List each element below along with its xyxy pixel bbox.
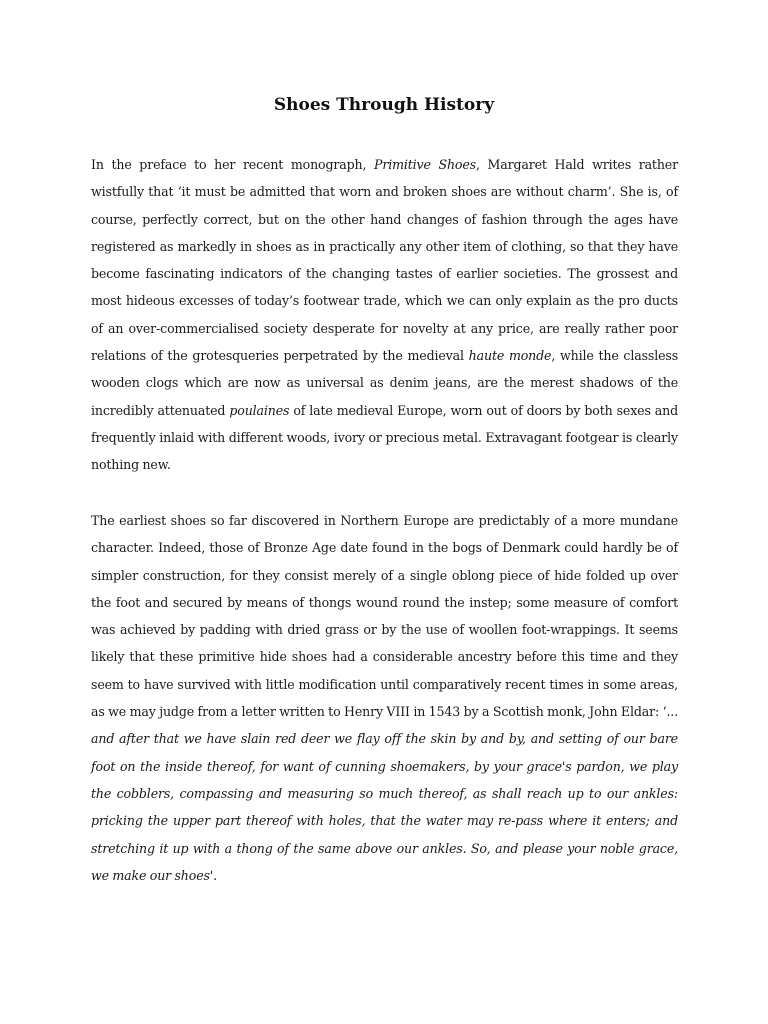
paragraph-1-text-3: , while the classless wooden clogs which are now as universal as denim jeans, are the merest shadows of the incredibly attenuated xyxy=(91,348,679,418)
paragraph-1-text-4: of late medieval Europe, worn out of doors by both sexes and frequently inlaid with different woods, ivory or precious metal. Extravagant footgear is clearly nothing new. xyxy=(91,402,678,473)
page-title: Shoes Through History xyxy=(273,95,495,115)
paragraph-1-text-2: , Margaret Hald writes rather wistfully that ‘it must be admitted that worn and broken shoes are without charm’. She is, of course, perfectly correct, but on the other hand changes of fashion through the ages have registered as markedly in shoes as in practically any other item of clothing, so that they have become fascinating indicators of the changing tastes of earlier societies. The grossest and most hideous excesses of today’s footwear trade, which we can only explain as the pro ducts of an over-commercialised society desperate for novelty at any price, are really rather poor relations of the grotesqueries perpetrated by the medieval xyxy=(91,157,678,364)
paragraph-1-text-1: In the preface to her recent monograph, xyxy=(91,157,375,172)
paragraph-2 xyxy=(91,507,678,889)
eldar-quotation: ... and after that we have slain red deer we flay off the skin by and by, and setting of our bare foot on the inside thereof, for want of cunning shoemakers, by your grace's pardon, we play the cobblers, compassing and measuring so much thereof, as shall reach up to our ankles: pricking the upper part thereof with holes, that the water may re-pass where it enters; and stretching it up with a thong of the same above our ankles. So, and please your noble grace, we make our shoes'. xyxy=(91,704,678,883)
paragraph-2-text-1: The earliest shoes so far discovered in Northern Europe are predictably of a more mundane character. Indeed, those of Bronze Age date found in the bogs of Denmark could hardly be of simpler construction, for they consist merely of a single oblong piece of hide folded up over the foot and secured by means of thongs wound round the instep; some measure of comfort was achieved by padding with dried grass or by the use of woollen foot-wrappings. It seems likely that these primitive hide shoes had a considerable ancestry before this time and they seem to have survived with little modification until comparatively recent times in some areas, as we may judge from a letter written to Henry VIII in 1543 by a Scottish monk, John Eldar: ‘ xyxy=(91,513,678,720)
term-poulaines: poulaines xyxy=(229,402,290,418)
paragraph-1 xyxy=(91,151,678,479)
book-title-primitive-shoes: Primitive Shoes xyxy=(374,157,476,172)
term-haute-monde: haute monde xyxy=(468,348,552,364)
